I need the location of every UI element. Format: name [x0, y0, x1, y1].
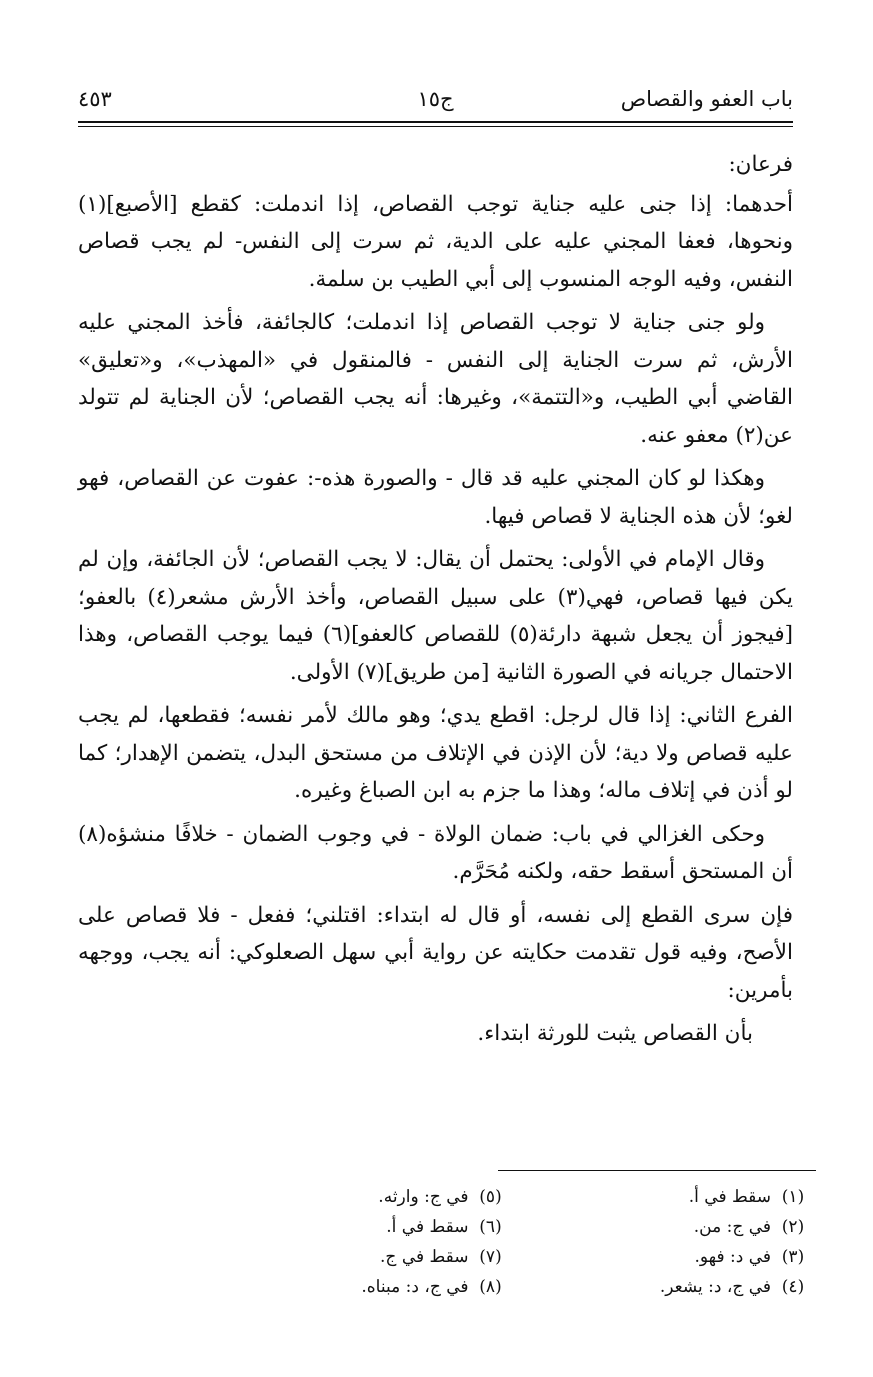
- running-header: [78, 82, 793, 116]
- header-rule-thick: [78, 121, 793, 123]
- paragraph: وهكذا لو كان المجني عليه قد قال - والصورة هذه-: عفوت عن القصاص، فهو لغو؛ لأن هذه الجناية لا قصاص فيها.: [78, 466, 793, 529]
- footnote: (٧) سقط في ج.: [380, 1247, 502, 1267]
- paragraph: فإن سرى القطع إلى نفسه، أو قال له ابتداء: اقتلني؛ ففعل - فلا قصاص على الأصح، وفيه قول تقدمت حكايته عن رواية أبي سهل الصعلوكي: أنه يجب، ووجهه بأمرين:: [78, 902, 793, 1003]
- footnote-column-right: [573, 1182, 816, 1302]
- footnote: (٢) في ج: من.: [693, 1217, 805, 1237]
- footnotes: [270, 1182, 815, 1302]
- paragraph: ولو جنى جناية لا توجب القصاص إذا اندملت؛ كالجائفة، فأخذ المجني عليه الأرش، ثم سرت الجناية إلى النفس - فالمنقول في «المهذب»، و«تعليق» القاضي أبي الطيب، و«التتمة»، وغيرها: أنه يجب القصاص؛ لأن الجناية لم تتولد عن(٢) معفو عنه.: [78, 310, 793, 448]
- footnote: (٦) سقط في أ.: [386, 1217, 502, 1237]
- paragraph: وحكى الغزالي في باب: ضمان الولاة - في وجوب الضمان - خلافًا منشؤه(٨) أن المستحق أسقط حقه، ولكنه مُحَرَّم.: [78, 821, 793, 884]
- main-text: [78, 146, 793, 1059]
- paragraph: الفرع الثاني: إذا قال لرجل: اقطع يدي؛ وهو مالك لأمر نفسه؛ فقطعها، لم يجب عليه قصاص ولا دية؛ لأن الإذن في الإتلاف من مستحق البدل، يتضمن الإهدار؛ كما لو أذن في إتلاف ماله؛ وهذا ما جزم به ابن الصباغ وغيره.: [78, 703, 793, 803]
- footnote: (١) سقط في أ.: [688, 1187, 805, 1207]
- footnote: (٣) في د: فهو.: [694, 1247, 805, 1267]
- section-title: فرعان:: [728, 152, 793, 177]
- footnote-separator: [498, 1170, 816, 1171]
- paragraph: بأن القصاص يثبت للورثة ابتداء.: [477, 1021, 753, 1046]
- chapter-title: باب العفو والقصاص: [620, 87, 793, 111]
- header-rule-thin: [78, 126, 793, 127]
- paragraph: أحدهما: إذا جنى عليه جناية توجب القصاص، إذا اندملت: كقطع [الأصبع](١) ونحوها، فعفا المجني عليه على الدية، ثم سرت إلى النفس- لم يجب قصاص النفس، وفيه الوجه المنسوب إلى أبي الطيب بن سلمة.: [78, 191, 793, 292]
- page-number: ٤٥٣: [78, 87, 112, 111]
- volume-label: ج١٥: [417, 87, 454, 111]
- footnote: (٨) في ج، د: مبناه.: [361, 1277, 502, 1297]
- footnote: (٥) في ج: وارثه.: [378, 1187, 502, 1207]
- paragraph: وقال الإمام في الأولى: يحتمل أن يقال: لا يجب القصاص؛ لأن الجائفة، وإن لم يكن فيها قصاص، فهي(٣) على سبيل القصاص، وأخذ الأرش مشعر(٤) بالعفو؛ [فيجوز أن يجعل شبهة دارئة(٥) للقصاص كالعفو](٦) فيما يوجب القصاص، وهذا الاحتمال جريانه في الصورة الثانية [من طريق](٧) الأولى.: [78, 547, 793, 685]
- footnote-column-left: [270, 1182, 513, 1302]
- footnote: (٤) في ج، د: يشعر.: [659, 1277, 805, 1297]
